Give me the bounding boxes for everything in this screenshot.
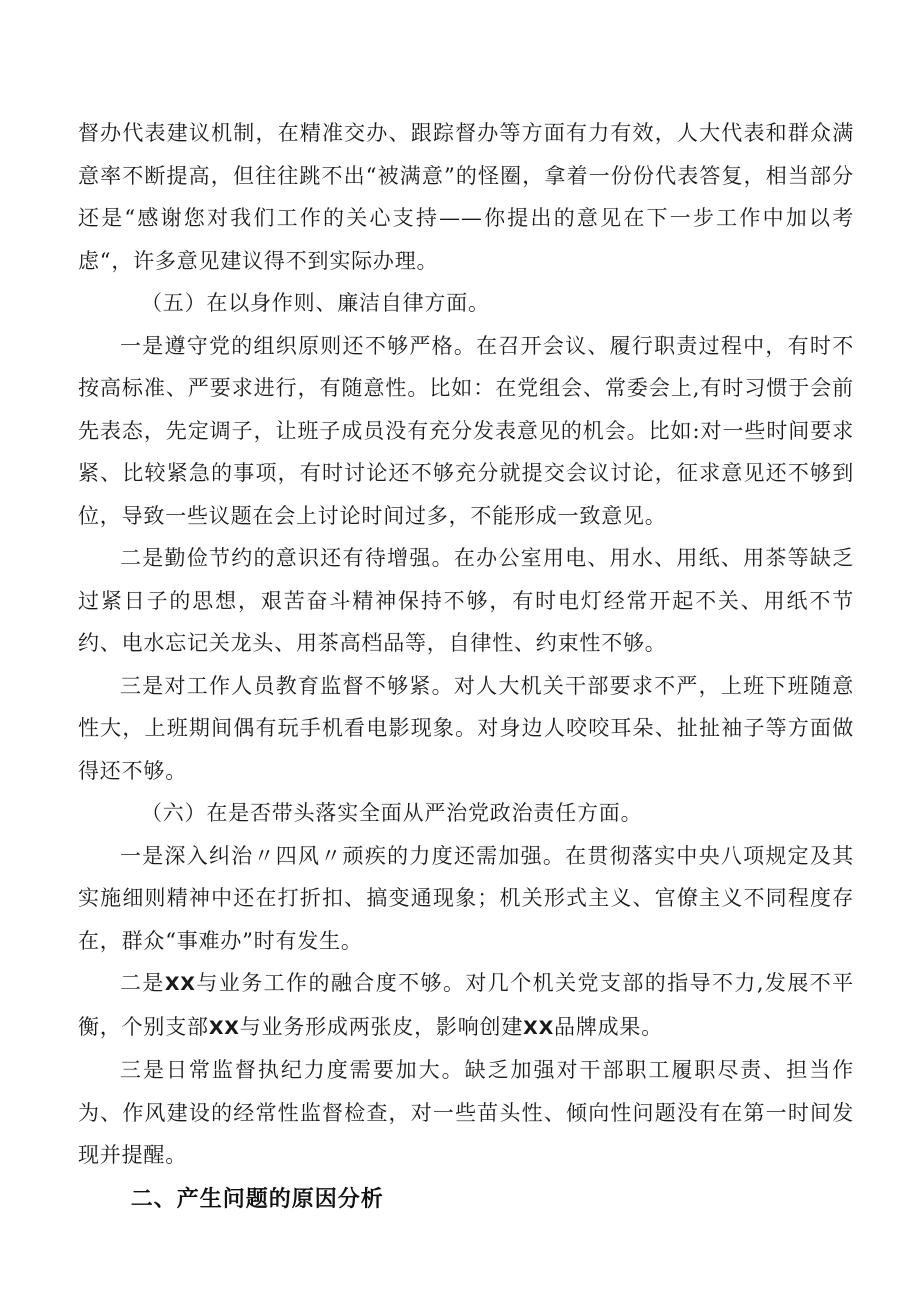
paragraph-integration-part-2: 与业务工作的融合度不够。对几个机关党支部的指导不力,发展不平衡，个别支部 (78, 971, 854, 1039)
paragraph-frugality: 二是勤俭节约的意识还有待增强。在办公室用电、用水、用纸、用茶等缺乏过紧日子的思想，艰苦奋斗精神保持不够，有时电灯经常开起不关、用纸不节约、电水忘记关龙头、用茶高档品等，自律性、约束性不够。 (78, 546, 854, 655)
paragraph-staff-supervision: 三是对工作人员教育监督不够紧。对人大机关干部要求不严，上班下班随意性大，上班期间偶有玩手机看电影现象。对身边人咬咬耳朵、扯扯袖子等方面做得还不够。 (78, 673, 854, 783)
paragraph-integration-part-1: 二是 (120, 971, 165, 995)
paragraph-integration-part-3: 与业务形成两张皮，影响创建 (239, 1014, 524, 1039)
paragraph-intro-continuation: 督办代表建议机制，在精准交办、跟踪督办等方面有力有效，人大代表和群众满意率不断提高，但往往跳不出“被满意”的怪圈，拿着一份份代表答复，相当部分还是“感谢您对我们工作的关心支持——你提出的意见在下一步工作中加以考虑“，许多意见建议得不到实际办理。 (78, 121, 854, 273)
paragraph-integration-part-4: 品牌成果。 (554, 1014, 664, 1039)
paragraph-discipline: 三是日常监督执纪力度需要加大。缺乏加强对干部职工履职尽责、担当作为、作风建设的经常性监督检查，对一些苗头性、倾向性问题没有在第一时间发现并提醒。 (78, 1058, 854, 1167)
paragraph-integration (78, 962, 854, 1049)
section-heading-cause-analysis: 二、产生问题的原因分析 (130, 1186, 384, 1212)
paragraph-organization-principle: 一是遵守党的组织原则还不够严格。在召开会议、履行职责过程中，有时不按高标准、严要求进行，有随意性。比如：在党组会、常委会上,有时习惯于会前先表态，先定调子，让班子成员没有充分发表意见的机会。比如:对一些时间要求紧、比较紧急的事项，有时讨论还不够充分就提交会议讨论，征求意见还不够到位，导致一些议题在会上讨论时间过多，不能形成一致意见。 (78, 333, 854, 528)
paragraph-four-styles: 一是深入纠治〃四风〃顽疾的力度还需加强。在贯彻落实中央八项规定及其实施细则精神中还在打折扣、搞变通现象；机关形式主义、官僚主义不同程度存在，群众“事难办”时有发生。 (78, 843, 854, 953)
placeholder-xx: XX (523, 1016, 555, 1039)
placeholder-xx: XX (208, 1016, 240, 1039)
subheading-section-six: （六）在是否带头落实全面从严治党政治责任方面。 (141, 801, 643, 825)
placeholder-xx: XX (164, 973, 196, 995)
subheading-section-five: （五）在以身作则、廉洁自律方面。 (141, 291, 490, 315)
